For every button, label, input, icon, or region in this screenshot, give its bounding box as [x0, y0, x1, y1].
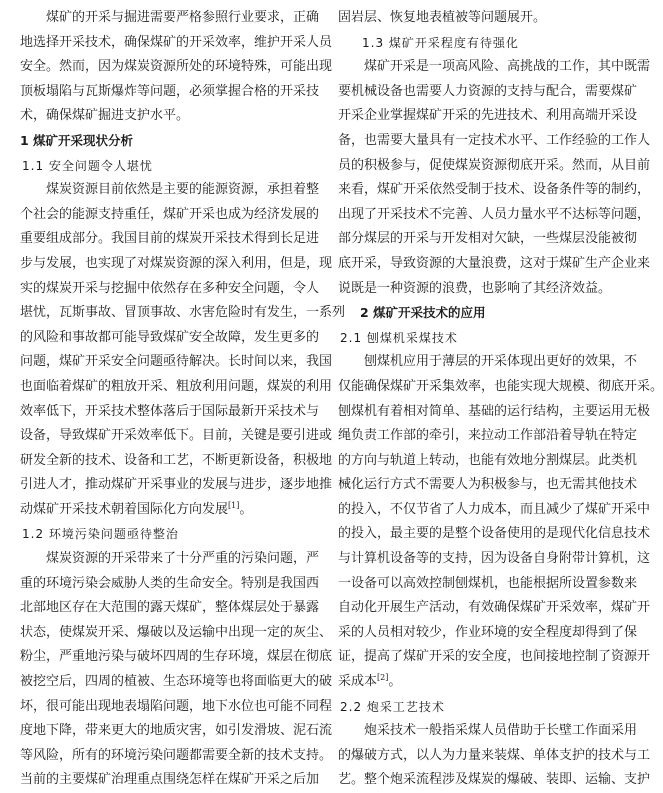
paragraph-line: 刨煤机有着相对简单、基础的运行结构，主要运用无极 [338, 403, 651, 419]
paragraph-line: 研发全新的技术、设备和工艺，不断更新设备，积极地 [20, 452, 333, 468]
paragraph-line: 炮采技术一般指采煤人员借助于长壁工作面采用 [364, 723, 638, 739]
subsection-heading: 1.1 安全问题令人堪忧 [22, 158, 153, 173]
paragraph-line: 出现了开采技术不完善、人员力量水平不达标等问题， [338, 206, 651, 222]
paragraph-line: 的投入，不仅节省了人力成本，而且减少了煤矿开采中 [338, 501, 651, 517]
paragraph-line [20, 498, 306, 523]
paragraph-line: 重的环境污染会威胁人类的生命安全。特别是我国西 [20, 575, 320, 591]
paragraph-line: 安全。然而，因为煤炭资源所处的环境特殊，可能出现 [20, 59, 333, 75]
paragraph-line: 粉尘，严重地污染与破坏四周的生存环境，煤层在彻底 [20, 649, 333, 665]
paragraph-line: 引进人才，推动煤矿开采事业的发展与进步，逐步地推 [20, 477, 333, 493]
paragraph-line: 来看，煤矿开采依然受制于技术、设备条件等的制约， [338, 182, 651, 198]
paragraph-line: 地选择开采技术，确保煤矿的开采效率，维护开采人员 [20, 34, 333, 50]
paragraph-line: 采的人员相对较少，作业环境的安全程度却得到了保 [338, 624, 638, 640]
paragraph-line: 绳负责工作部的牵引，来拉动工作部沿着导轨在特定 [338, 428, 638, 444]
paragraph-line: 固岩层、恢复地表植被等问题展开。 [338, 10, 547, 25]
paragraph-line: 底开采，导致资源的大量浪费，这对于煤矿生产企业来 [338, 255, 651, 271]
paragraph-line: 重要组成部分。我国目前的煤炭开采技术得到长足进 [20, 231, 320, 247]
paragraph-line: 的投入，最主要的是整个设备使用的是现代化信息技术 [338, 526, 651, 542]
paragraph-line: 械化运行方式不需要人为积极参与，也无需其他技术 [338, 477, 638, 493]
paragraph-line: 一设备可以高效控制刨煤机，也能根据所设置参数来 [338, 575, 638, 591]
subsection-heading: 1.2 环境污染问题亟待整治 [22, 527, 179, 542]
line-tail: 。 [239, 501, 253, 517]
line-text: 动煤矿开采技术朝着国际化方向发展 [20, 501, 229, 517]
section-heading: 2 煤矿开采技术的应用 [360, 305, 486, 321]
paragraph-line: 煤炭资源的开采带来了十分严重的污染问题，严 [46, 551, 320, 567]
paragraph-line: 自动化开展生产活动，有效确保煤矿开采效率，煤矿开 [338, 600, 651, 616]
subsection-heading: 2.1 刨煤机采煤技术 [340, 330, 458, 345]
paragraph-line: 证，提高了煤矿开采的安全度，也间接地控制了资源开 [338, 649, 651, 665]
citation: [2] [377, 673, 389, 683]
subsection-heading: 1.3 煤矿开采程度有待强化 [362, 35, 519, 50]
subsection-heading: 2.2 炮采工艺技术 [340, 699, 445, 714]
paragraph-line: 员的积极参与，促使煤炭资源彻底开采。然而，从目前 [338, 157, 651, 173]
paragraph-line: 的方向与轨道上转动，也能有效地分割煤层。此类机 [338, 452, 638, 468]
paragraph-line: 个社会的能源支持重任，煤矿开采也成为经济发展的 [20, 206, 320, 222]
line-tail: 。 [388, 674, 402, 690]
paragraph-line: 开采企业掌握煤矿开采的先进技术、利用高端开采设 [338, 108, 638, 124]
section-heading: 1 煤矿开采现状分析 [20, 132, 134, 148]
paragraph-line: 被挖空后，四周的植被、生态环境等也将面临更大的破 [20, 674, 333, 690]
paragraph-line: 坏，很可能出现地表塌陷问题，地下水位也可能不同程 [20, 698, 333, 714]
paragraph-line: 状态，使煤炭开采、爆破以及运输中出现一定的灰尘、 [20, 624, 333, 640]
paragraph-line: 仅能确保煤矿开采集效率，也能实现大规模、彻底开采。 [338, 378, 663, 394]
paragraph-line: 刨煤机应用于薄层的开采体现出更好的效果，不 [364, 354, 638, 370]
paragraph-line: 顶板塌陷与瓦斯爆炸等问题，必须掌握合格的开采技 [20, 83, 320, 99]
paragraph-line: 当前的主要煤矿治理重点围绕怎样在煤矿开采之后加 [20, 772, 320, 788]
paragraph-line: 部分煤层的开采与开发相对欠缺，一些煤层没能被彻 [338, 231, 638, 247]
paragraph-line: 设备，导致煤矿开采效率低下。目前，关键是要引进或 [20, 428, 333, 444]
paragraph-line: 也面临着煤矿的粗放开采、粗放利用问题，煤炭的利用 [20, 378, 333, 394]
paragraph-line: 煤炭资源目前依然是主要的能源资源，承担着整 [46, 182, 320, 198]
paragraph-line: 的风险和事故都可能导致煤矿安全故障，发生更多的 [20, 329, 320, 345]
paragraph-line: 与计算机设备等的支持，因为设备自身附带计算机，这 [338, 551, 651, 567]
paragraph-line [338, 670, 624, 695]
paragraph-line: 煤矿开采是一项高风险、高挑战的工作，其中既需 [364, 59, 651, 75]
paragraph-line: 实的煤炭开采与挖掘中依然存在多种安全问题，令人 [20, 280, 320, 296]
paragraph-line: 煤矿的开采与掘进需要严格参照行业要求，正确 [46, 10, 320, 25]
paragraph-line: 步与发展，也实现了对煤炭资源的深入利用，但是，现 [20, 255, 333, 271]
paragraph-line: 堪忧，瓦斯事故、冒顶事故、水害危险时有发生，一系列 [20, 305, 346, 321]
paragraph-line: 等风险，所有的环境污染问题都需要全新的技术支持。 [20, 747, 333, 763]
line-text: 采成本 [338, 674, 378, 690]
paragraph-line: 备，也需要大量具有一定技术水平、工作经验的工作人 [338, 132, 651, 148]
paragraph-line: 要机械设备也需要人力资源的支持与配合，需要煤矿 [338, 83, 638, 99]
paragraph-line: 的爆破方式，以人为力量来装煤、单体支护的技术与工 [338, 747, 651, 763]
right-column [338, 6, 663, 793]
paragraph-line: 北部地区存在大范围的露天煤矿，整体煤层处于暴露 [20, 600, 320, 616]
paragraph-line: 度地下降，带来更大的地质灾害，如引发滑坡、泥石流 [20, 723, 333, 739]
paragraph-line: 术，确保煤矿掘进支护水平。 [20, 108, 190, 124]
paragraph-line: 效率低下，开采技术整体落后于国际最新开采技术与 [20, 403, 320, 419]
citation: [1] [228, 500, 240, 510]
left-column [20, 6, 346, 793]
paragraph-line: 艺。整个炮采流程涉及煤炭的爆破、装即、运输、支护 [338, 772, 651, 788]
paragraph-line: 说既是一种资源的浪费，也影响了其经济效益。 [338, 280, 612, 296]
paragraph-line: 问题，煤矿开采安全问题亟待解决。长时间以来，我国 [20, 354, 333, 370]
